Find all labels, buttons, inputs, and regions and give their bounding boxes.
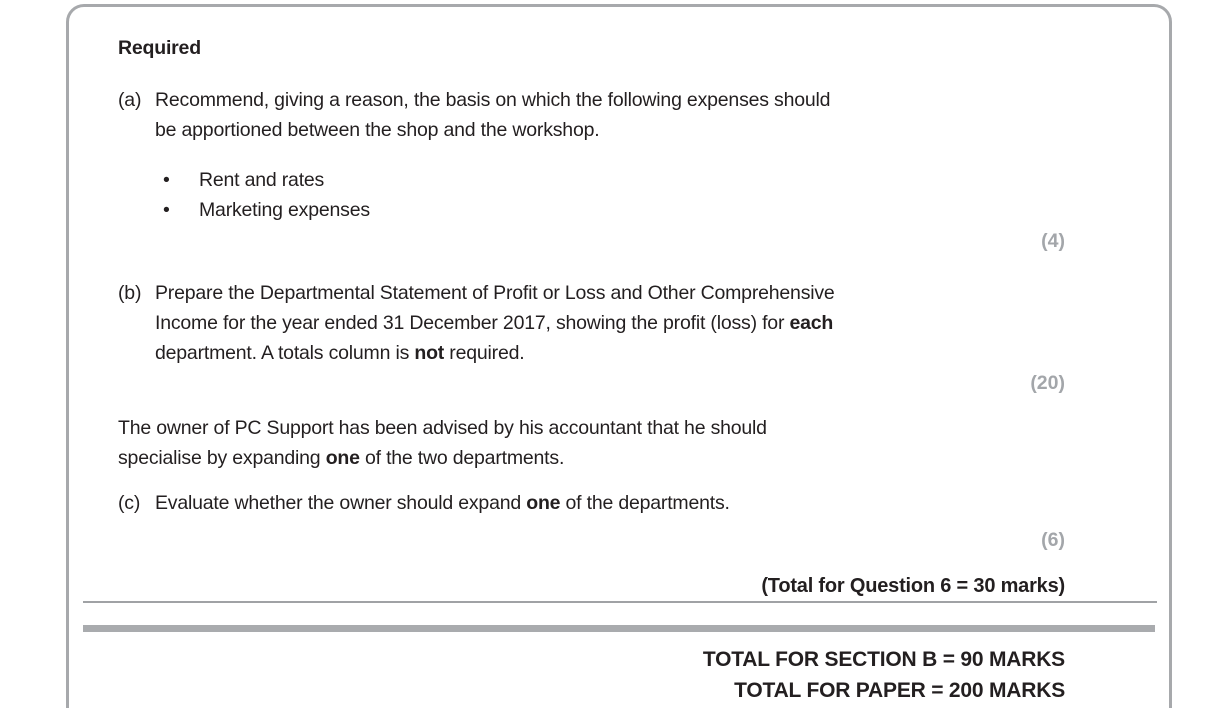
part-a-line-1: Recommend, giving a reason, the basis on which the following expenses should bbox=[155, 89, 831, 111]
part-c-line-1: Evaluate whether the owner should expand one of the departments. bbox=[155, 492, 730, 514]
part-b-line-2: Income for the year ended 31 December 2017, showing the profit (loss) for each bbox=[155, 312, 834, 334]
bullet-item-label: Rent and rates bbox=[199, 169, 325, 191]
paper-total-label: TOTAL FOR PAPER = 200 MARKS bbox=[734, 679, 1065, 702]
bullet-icon: • bbox=[163, 199, 170, 221]
question-total-label: (Total for Question 6 = 30 marks) bbox=[761, 575, 1065, 597]
part-a-text bbox=[155, 85, 830, 145]
part-b-line-1: Prepare the Departmental Statement of Profit or Loss and Other Comprehensive bbox=[155, 282, 835, 304]
expense-bullet-list bbox=[118, 165, 1065, 225]
part-b-text bbox=[155, 278, 835, 368]
question-end-rule bbox=[83, 601, 1157, 603]
question-part-c bbox=[118, 488, 1065, 518]
bullet-item-label: Marketing expenses bbox=[199, 199, 370, 221]
part-b-line-3: department. A totals column is not required. bbox=[155, 342, 525, 364]
interlude-line-1: The owner of PC Support has been advised by his accountant that he should bbox=[118, 417, 767, 439]
part-b-label: (b) bbox=[118, 282, 142, 304]
part-a-label: (a) bbox=[118, 89, 142, 111]
marks-badge-part-c: (6) bbox=[1041, 529, 1065, 551]
page-content bbox=[69, 7, 1169, 706]
exam-page-panel bbox=[66, 4, 1172, 708]
marks-badge-part-b: (20) bbox=[1030, 372, 1065, 394]
part-c-label: (c) bbox=[118, 492, 141, 514]
interlude-line-2: specialise by expanding one of the two departments. bbox=[118, 447, 565, 469]
bullet-icon: • bbox=[163, 169, 170, 191]
marks-badge-part-a: (4) bbox=[1041, 230, 1065, 252]
section-separator-bar bbox=[83, 625, 1155, 632]
section-total-label: TOTAL FOR SECTION B = 90 MARKS bbox=[702, 648, 1065, 671]
totals-block bbox=[118, 644, 1065, 706]
list-item bbox=[163, 195, 1065, 225]
question-part-b bbox=[118, 278, 1065, 368]
part-a-line-2: be apportioned between the shop and the workshop. bbox=[155, 119, 600, 141]
required-heading: Required bbox=[118, 37, 201, 59]
part-c-text bbox=[155, 488, 730, 518]
interlude-paragraph bbox=[118, 413, 1065, 473]
question-part-a bbox=[118, 85, 1065, 145]
list-item bbox=[163, 165, 1065, 195]
